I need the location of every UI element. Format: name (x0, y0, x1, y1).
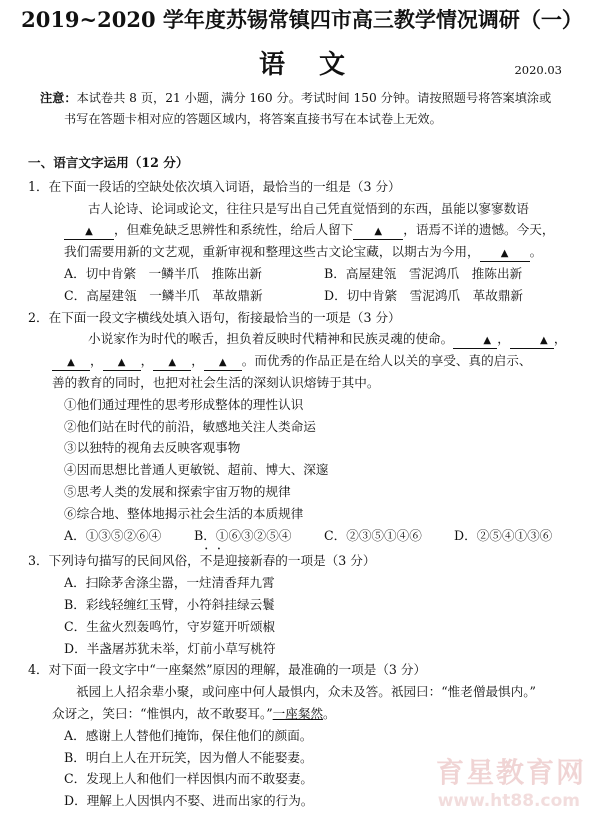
q2-item-4: ④因而思想比普通人更敏锐、超前、博大、深邃 (64, 462, 329, 478)
question-1-stem: 1．在下面一段话的空缺处依次填入词语，最恰当的一组是（3 分） (28, 178, 401, 194)
blank-triangle: ▲ (453, 332, 497, 349)
blank-triangle: ▲ (204, 354, 242, 371)
q2-item-1: ①他们通过理性的思考形成整体的理性认识 (64, 396, 304, 412)
notice-block (40, 88, 580, 130)
q2-options (28, 525, 584, 547)
notice-text-1: 本试卷共 8 页，21 小题，满分 160 分。考试时间 150 分钟。请按照题号将答案填涂或 (76, 91, 552, 105)
q1-option-c[interactable]: C．高屋建瓴 一鳞半爪 革故鼎新 (64, 287, 263, 303)
blank-triangle: ▲ (480, 245, 530, 262)
question-4-stem: 4．对下面一段文字中“一座粲然”原因的理解，最准确的一项是（3 分） (28, 662, 427, 678)
q4-option-a[interactable]: A．感谢上人替他们掩饰，保住他们的颜面。 (64, 727, 313, 743)
q1-passage-line-2: ▲ ，但难免缺乏思辨性和系统性，给后人留下 ▲ ，语焉不详的遗憾。今天， (28, 219, 584, 241)
notice-label: 注意： (40, 91, 77, 105)
q2-passage-line-3: 善的教育的同时，也把对社会生活的深刻认识熔铸于其中。 (52, 374, 380, 390)
q2-passage-line-1: 小说家作为时代的喉舌，担负着反映时代精神和民族灵魂的使命。 ▲ ， ▲ ， (28, 328, 584, 350)
blank-triangle: ▲ (510, 332, 554, 349)
q1-option-b[interactable]: B．高屋建瓴 雪泥鸿爪 推陈出新 (324, 265, 523, 281)
notice-line-1 (40, 88, 580, 109)
blank-triangle: ▲ (64, 223, 114, 240)
watermark-logo: 育星教育网 (435, 756, 586, 789)
q1-passage-line-3: 我们需要用新的文艺观，重新审视和整理这些古文论宝藏，以期古为今用， ▲ 。 (28, 241, 584, 263)
q1-option-d[interactable]: D．切中肯綮 雪泥鸿爪 革故鼎新 (324, 287, 524, 303)
q2-option-c[interactable]: C．②③⑤①④⑥ (324, 527, 422, 543)
q4-option-d[interactable]: D．理解上人因惧内不娶、进而出家的行为。 (64, 793, 314, 809)
exam-title: 2019~2020 学年度苏锡常镇四市高三教学情况调研（一） (21, 7, 583, 32)
q4-option-c[interactable]: C．发现上人和他们一样因惧内而不敢娶妻。 (64, 771, 313, 787)
section-heading: 一、语言文字运用（12 分） (28, 155, 189, 170)
q2-item-3: ③以独特的视角去反映客观事物 (64, 440, 241, 456)
q2-option-a[interactable]: A．①③⑤②⑥④ (64, 527, 162, 543)
blank-triangle: ▲ (353, 223, 403, 240)
underlined-phrase: 一座粲然 (272, 705, 324, 721)
blank-triangle: ▲ (103, 354, 141, 371)
q3-option-d[interactable]: D．半盏屠苏犹未举，灯前小草写桃符 (64, 640, 276, 656)
q2-item-6: ⑥综合地、整体地揭示社会生活的本质规律 (64, 505, 304, 521)
subject-title: 语文 (258, 50, 379, 80)
exam-content (28, 152, 584, 812)
q2-option-b[interactable]: B．①⑥③②⑤④ (194, 527, 292, 543)
q4-passage-line-2: 众讶之，笑曰：“惟惧内，故不敢娶耳。”一座粲然。 (52, 705, 336, 721)
q1-option-a[interactable]: A．切中肯綮 一鳞半爪 推陈出新 (64, 265, 263, 281)
watermark-url: www.ht88.com (437, 791, 580, 811)
q1-options-row-2 (28, 285, 584, 307)
blank-triangle: ▲ (52, 354, 90, 371)
question-3-stem: 3．下列诗句描写的民间风俗，不是迎接新春的一项是（3 分） (28, 553, 376, 569)
q4-option-b[interactable]: B．明白上人在开玩笑，因为僧人不能娶妻。 (64, 749, 313, 765)
q1-passage-line-1: 古人论诗、论词或论文，往往只是写出自己凭直觉悟到的东西，虽能以寥寥数语 (88, 200, 529, 216)
q2-passage-line-2: ▲ ， ▲ ， ▲ ， ▲ 。而优秀的作品正是在给人以关的享受、真的启示、 (28, 350, 584, 372)
q2-item-5: ⑤思考人类的发展和探索宇宙万物的规律 (64, 483, 291, 499)
q4-passage-line-1: 祇园上人招余辈小聚，或问座中何人最惧内，众未及答。祇园曰：“惟老僧最惧内。” (76, 684, 536, 700)
q3-option-a[interactable]: A．扫除茅舍涤尘嚣，一炷清香拜九霄 (64, 575, 275, 591)
question-2-stem: 2．在下面一段文字横线处填入语句，衔接最恰当的一项是（3 分） (28, 309, 401, 325)
q2-option-d[interactable]: D．②⑤④①③⑥ (454, 527, 553, 543)
blank-triangle: ▲ (153, 354, 191, 371)
exam-date: 2020.03 (514, 63, 562, 77)
emphasis-not: 不是 (199, 553, 225, 569)
notice-line-2: 书写在答题卡相对应的答题区域内，将答案直接书写在本试卷上无效。 (64, 112, 442, 126)
q3-option-c[interactable]: C．生盆火烈轰鸣竹，守岁筵开听颂椒 (64, 618, 276, 634)
q1-options-row-1 (28, 263, 584, 285)
q3-option-b[interactable]: B．彩线轻缠红玉臂，小符斜挂绿云鬟 (64, 596, 275, 612)
q2-item-2: ②他们站在时代的前沿，敏感地关注人类命运 (64, 418, 316, 434)
